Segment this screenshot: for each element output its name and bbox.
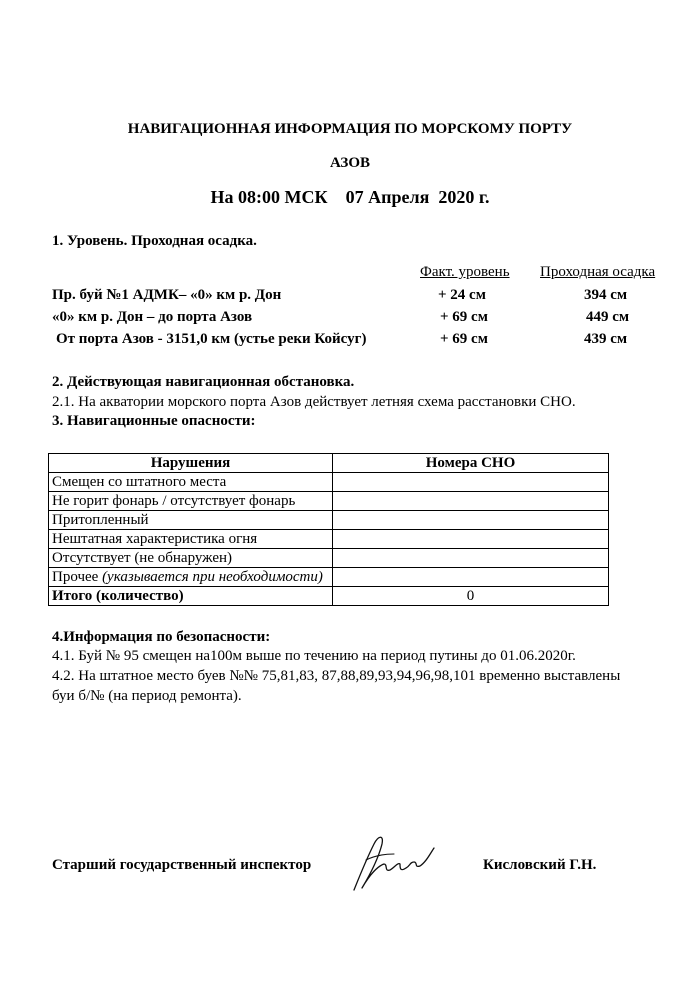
level-row-level: + 69 см bbox=[440, 309, 488, 325]
report-datetime bbox=[0, 187, 700, 208]
report-timezone: МСК bbox=[284, 187, 328, 207]
hazard-value bbox=[333, 511, 609, 530]
handwritten-signature-icon bbox=[344, 830, 440, 896]
hazard-value bbox=[333, 530, 609, 549]
hazards-table bbox=[48, 453, 609, 606]
col-header-sno-numbers: Номера СНО bbox=[333, 454, 609, 473]
port-name: АЗОВ bbox=[329, 155, 371, 171]
col-header-violations: Нарушения bbox=[49, 454, 333, 473]
other-label: Прочее bbox=[52, 569, 99, 585]
table-header-row bbox=[49, 454, 609, 473]
level-row-level: + 24 см bbox=[438, 287, 486, 303]
table-row-other bbox=[49, 568, 609, 587]
section4-heading: 4.Информация по безопасности: bbox=[52, 629, 271, 645]
hazard-label: Смещен со штатного места bbox=[49, 473, 333, 492]
hazard-value bbox=[333, 492, 609, 511]
table-row bbox=[49, 492, 609, 511]
level-row-draft: 439 см bbox=[584, 331, 628, 347]
safety-item-1: 4.1. Буй № 95 смещен на100м выше по течению на период путины до 01.06.2020г. bbox=[52, 648, 576, 664]
safety-item-2-line2: буи б/№ (на период ремонта). bbox=[52, 688, 242, 704]
hazard-value bbox=[333, 549, 609, 568]
col-header-level: Факт. уровень bbox=[420, 264, 510, 280]
table-row bbox=[49, 549, 609, 568]
section2-heading: 2. Действующая навигационная обстановка. bbox=[52, 374, 355, 390]
other-note: (указывается при необходимости) bbox=[102, 569, 323, 585]
table-row-total bbox=[49, 587, 609, 606]
report-time: 08:00 bbox=[238, 187, 281, 207]
hazard-label: Не горит фонарь / отсутствует фонарь bbox=[49, 492, 333, 511]
col-header-draft: Проходная осадка bbox=[540, 264, 656, 280]
level-row-location: «0» км р. Дон – до порта Азов bbox=[52, 309, 253, 325]
hazard-other-value bbox=[333, 568, 609, 587]
document-title: НАВИГАЦИОННАЯ ИНФОРМАЦИЯ ПО МОРСКОМУ ПОРТУ bbox=[127, 121, 573, 137]
level-row-location: Пр. буй №1 АДМК– «0» км р. Дон bbox=[52, 287, 282, 303]
table-row bbox=[49, 511, 609, 530]
table-row bbox=[49, 530, 609, 549]
level-row-level: + 69 см bbox=[440, 331, 488, 347]
hazard-label: Отсутствует (не обнаружен) bbox=[49, 549, 333, 568]
section3-heading: 3. Навигационные опасности: bbox=[52, 413, 256, 429]
total-label: Итого (количество) bbox=[49, 587, 333, 606]
level-row-draft: 394 см bbox=[584, 287, 628, 303]
hazard-label: Притопленный bbox=[49, 511, 333, 530]
date-prefix: На bbox=[210, 187, 234, 207]
table-row bbox=[49, 473, 609, 492]
safety-item-2-line1: 4.2. На штатное место буев №№ 75,81,83, 87,88,89,93,94,96,98,101 временно выставлены bbox=[52, 668, 621, 684]
hazard-value bbox=[333, 473, 609, 492]
signatory-position: Старший государственный инспектор bbox=[52, 857, 312, 873]
report-date: 07 Апреля bbox=[345, 187, 430, 207]
section1-heading: 1. Уровень. Проходная осадка. bbox=[52, 233, 257, 249]
report-year: 2020 г. bbox=[438, 187, 490, 207]
signatory-name: Кисловский Г.Н. bbox=[483, 857, 597, 873]
level-row-location: От порта Азов - 3151,0 км (устье реки Койсуг) bbox=[56, 331, 367, 347]
hazard-other-label bbox=[49, 568, 333, 587]
total-value: 0 bbox=[333, 587, 609, 606]
level-row-draft: 449 см bbox=[586, 309, 630, 325]
hazard-label: Нештатная характеристика огня bbox=[49, 530, 333, 549]
section2-text: 2.1. На акватории морского порта Азов действует летняя схема расстановки СНО. bbox=[52, 394, 576, 410]
